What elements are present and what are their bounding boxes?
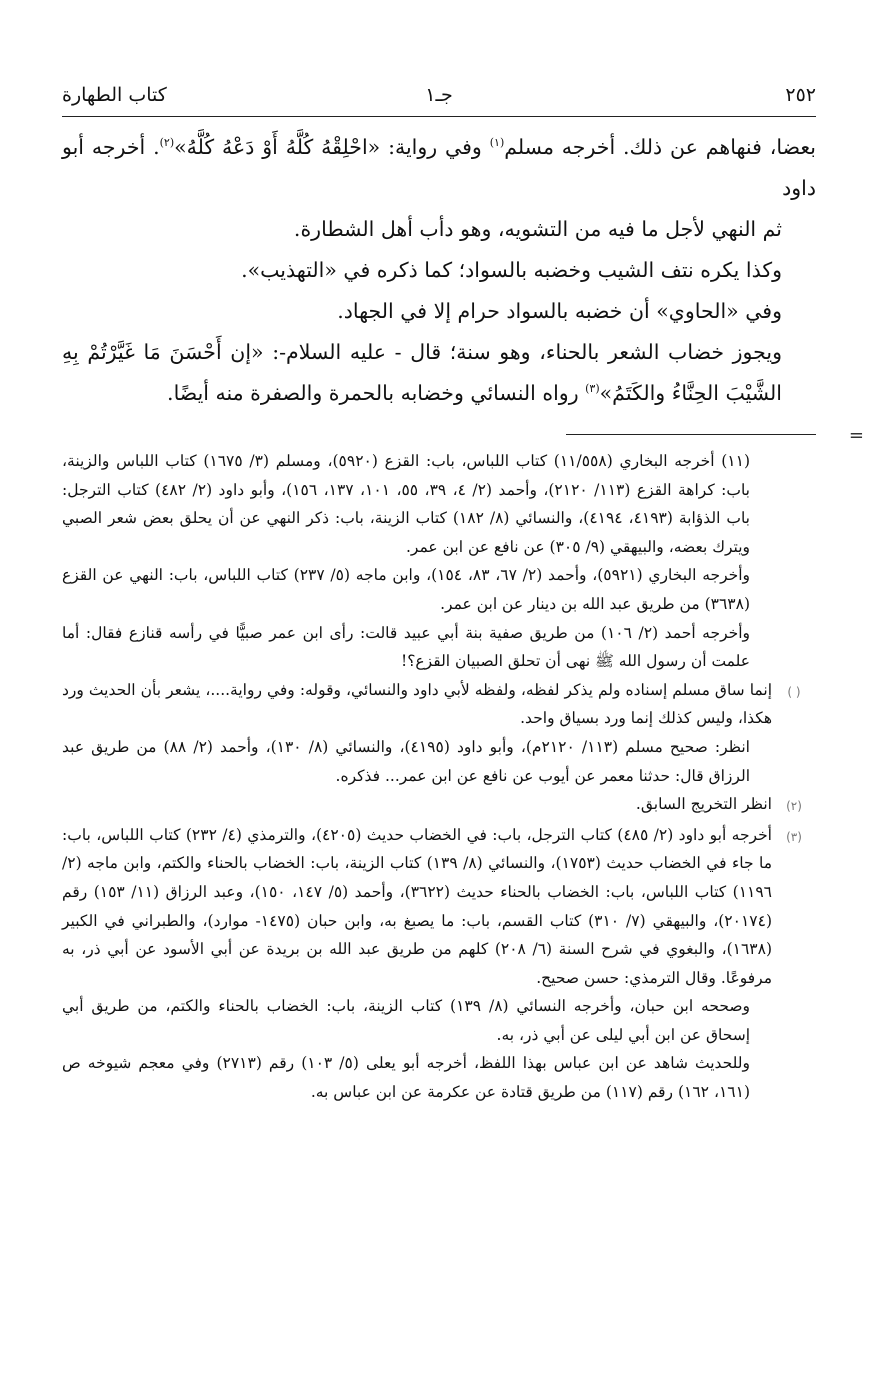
footnote-number: (٣) bbox=[786, 829, 802, 844]
footnote-text: إنما ساق مسلم إسناده ولم يذكر لفظه، ولفظه لأبي داود والنسائي، وقوله: وفي رواية....، يشعر بأن الحديث ورد هكذا، وليس كذلك إنما ورد بسياق واحد. bbox=[62, 680, 772, 728]
footnote-number: ( ) bbox=[787, 684, 801, 699]
footnote-text: أخرجه أبو داود (٢/ ٤٨٥) كتاب الترجل، باب: في الخضاب حديث (٤٢٠٥)، والترمذي (٤/ ٢٣٢) كتاب اللباس، باب: ما جاء في الخضاب حديث (١٧٥٣)، والنسائي (٨/ ١٣٩) كتاب الزينة، باب: الخضاب بالحناء والكتم، وابن ماجه (٢/ ١١٩٦) كتاب اللباس، باب: الخضاب بالحناء حديث (٣٦٢٢)، وأحمد (٥/ ١٤٧، ١٥٠)، وعبد الرزاق (١١/ ١٥٣) رقم (٢٠١٧٤)، والبيهقي (٧/ ٣١٠) كتاب القسم، باب: ما يصبغ به، وابن حبان (١٤٧٥- موارد)، والطبراني في الكبير (١٦٣٨)، والبغوي في شرح السنة (٦/ ٢٠٨) كلهم من طريق عبد الله بن بريدة عن أبي الأسود عن أبي ذر، به مرفوعًا. وقال الترمذي: حسن صحيح. bbox=[62, 825, 773, 987]
footnote-ref-1: (١) bbox=[489, 136, 505, 150]
book-title: كتاب الطهارة bbox=[62, 84, 167, 106]
footnote-number: (٢) bbox=[786, 799, 802, 814]
footnote-ref-2: (٢) bbox=[159, 136, 175, 150]
footnote-text: وصححه ابن حبان، وأخرجه النسائي (٨/ ١٣٩) كتاب الزينة، باب: الخضاب بالحناء والكتم، من طريق أبي إسحاق عن ابن أبي ليلى عن أبي ذر، به. bbox=[62, 997, 750, 1044]
footnote-text: (١١) أخرجه البخاري (١١/٥٥٨) كتاب اللباس، باب: القزع (٥٩٢٠)، ومسلم (٣/ ١٦٧٥) كتاب اللباس والزينة، باب: كراهة القزع (١١٣/ ٢١٢٠)، وأحمد (٢/ ٤، ٣٩، ٥٥، ١٠١، ١٣٧، ١٥٦)، وأبو داود (٢/ ٤٨٢) كتاب الترجل: باب الذؤابة (٤١٩٣، ٤١٩٤)، والنسائي (٨/ ١٨٢) كتاب الزينة، باب: ذكر النهي عن أن يحلق بعض شعر الصبي ويترك بعضه، والبيهقي (٩/ ٣٠٥) عن نافع عن ابن عمر. bbox=[62, 452, 751, 556]
footnote-text: انظر التخريج السابق. bbox=[635, 795, 772, 814]
main-paragraph-3: وكذا يكره نتف الشيب وخضبه بالسواد؛ كما ذكره في «التهذيب». bbox=[241, 258, 782, 282]
footnote-number bbox=[772, 447, 816, 676]
main-paragraph-2: ثم النهي لأجل ما فيه من التشويه، وهو دأب أهل الشطارة. bbox=[293, 217, 782, 241]
footnote-3 bbox=[62, 821, 816, 1107]
footnote-text: وللحديث شاهد عن ابن عباس بهذا اللفظ، أخرجه أبو يعلى (٥/ ١٠٣) رقم (٢٧١٣) وفي معجم شيوخه ص (١٦١، ١٦٢) رقم (١١٧) من طريق قتادة عن عكرمة عن ابن عباس به. bbox=[62, 1054, 751, 1102]
main-paragraph-5: ويجوز خضاب الشعر بالحناء، وهو سنة؛ قال - عليه السلام-: «إن أَحْسَنَ مَا غَيَّرْتُمْ بِهِ الشَّيْبَ الحِنَّاءُ والكَتَمُ»$^{(٣)}$ رواه النسائي وخضابه بالحمرة والصفرة منه أيضًا. bbox=[62, 340, 782, 405]
footnote-ref-3: (٣) bbox=[585, 382, 600, 396]
footnote-separator bbox=[566, 425, 864, 446]
separator-mark: = bbox=[848, 425, 864, 446]
volume-label: جـ١ bbox=[425, 84, 453, 106]
footnotes bbox=[62, 447, 816, 1107]
footnote-text: انظر: صحيح مسلم (١١٣/ ٢١٢٠م)، وأبو داود (٤١٩٥)، والنسائي (٨/ ١٣٠)، وأحمد (٢/ ٨٨) من طريق عبد الرزاق قال: حدثنا معمر عن أيوب عن نافع عن ابن عمر... فذكره. bbox=[62, 737, 750, 785]
page-number: ٢٥٢ bbox=[785, 84, 816, 106]
main-text bbox=[62, 127, 816, 414]
footnote-text: وأخرجه أحمد (٢/ ١٠٦) من طريق صفية بنة أبي عبيد قالت: رأى ابن عمر صبيًّا في رأسه قنازع فقال: أما علمت أن رسول الله ﷺ نهى أن تحلق الصبيان القزع؟! bbox=[62, 623, 751, 671]
main-paragraph-1: بعضا، فنهاهم عن ذلك. أخرجه مسلم$^{(١)}$ وفي رواية: «احْلِقْهُ كُلَّهُ أَوْ دَعْهُ كُلَّهُ»$^{(٢)}$. أخرجه أبو داود bbox=[62, 135, 817, 200]
footnote-text: وأخرجه البخاري (٥٩٢١)، وأحمد (٢/ ٦٧، ٨٣، ١٥٤)، وابن ماجه (٥/ ٢٣٧) كتاب اللباس، باب: النهي عن القزع (٣٦٣٨) من طريق عبد الله بن دينار عن ابن عمر. bbox=[62, 566, 751, 613]
footnote-1 bbox=[62, 676, 816, 790]
main-paragraph-4: وفي «الحاوي» أن خضبه بالسواد حرام إلا في الجهاد. bbox=[337, 299, 782, 323]
footnote-0 bbox=[62, 447, 816, 676]
book-page bbox=[62, 76, 864, 1326]
footnote-2 bbox=[62, 790, 816, 821]
running-header bbox=[62, 76, 816, 117]
